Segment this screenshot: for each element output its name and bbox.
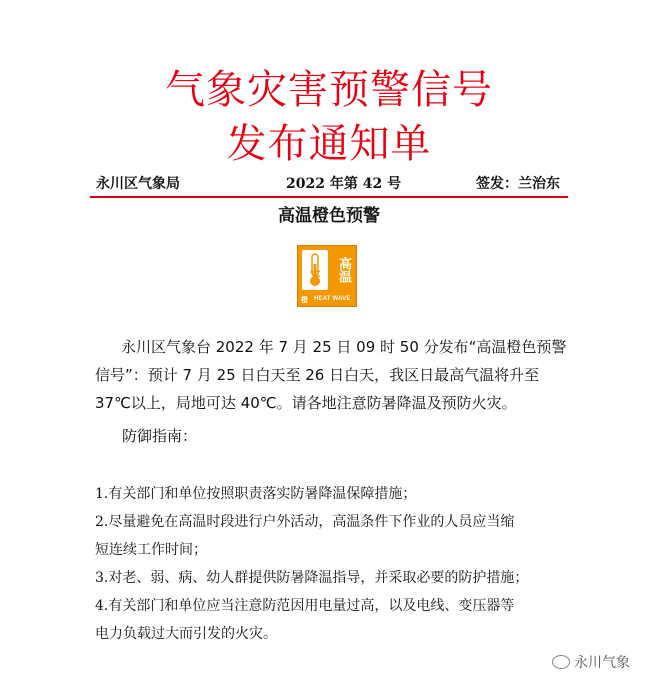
badge-label-cn: 高温 [336,257,351,283]
signer: 签发：兰治东 [476,176,560,192]
meta-row [96,177,566,195]
wechat-icon [552,655,570,669]
thermometer-icon [302,250,328,290]
list-item: 3.对老、弱、病、幼人群提供防暑降温指导，并采取必要的防护措施； [95,570,529,586]
list-item: 电力负载过大而引发的火灾。 [95,626,277,642]
issuer: 永川区气象局 [96,176,180,192]
heat-wave-orange-icon [297,245,357,307]
warning-paragraph [95,333,575,417]
watermark [552,652,630,672]
issue-number: 2022 年第 42 号 [286,176,402,192]
page-title-line2: 发布通知单 [226,121,432,167]
guide-list [95,480,575,648]
guide-heading: 防御指南： [122,427,198,445]
paragraph-line: 信号”：预计 7 月 25 日白天至 26 日白天，我区日最高气温将升至 [95,366,540,384]
badge-label-en: HEAT WAVE [314,296,351,302]
badge-label-level: 橙 [301,296,308,304]
paragraph-line: 37℃以上，局地可达 40℃。请各地注意防暑降温及预防火灾。 [95,394,517,412]
list-item: 1.有关部门和单位按照职责落实防暑降温保障措施； [95,486,417,502]
page-title-line1: 气象灾害预警信号 [165,67,493,113]
watermark-text: 永川气象 [574,655,630,671]
list-item: 2.尽量避免在高温时段进行户外活动，高温条件下作业的人员应当缩 [95,514,515,530]
list-item: 短连续工作时间； [95,542,207,558]
list-item: 4.有关部门和单位应当注意防范因用电量过高，以及电线、变压器等 [95,598,515,614]
header-divider [90,196,568,198]
degree-symbol: °C [309,270,321,280]
warning-title: 高温橙色预警 [278,206,380,226]
paragraph-line: 永川区气象台 2022 年 7 月 25 日 09 时 50 分发布“高温橙色预警 [121,338,567,356]
